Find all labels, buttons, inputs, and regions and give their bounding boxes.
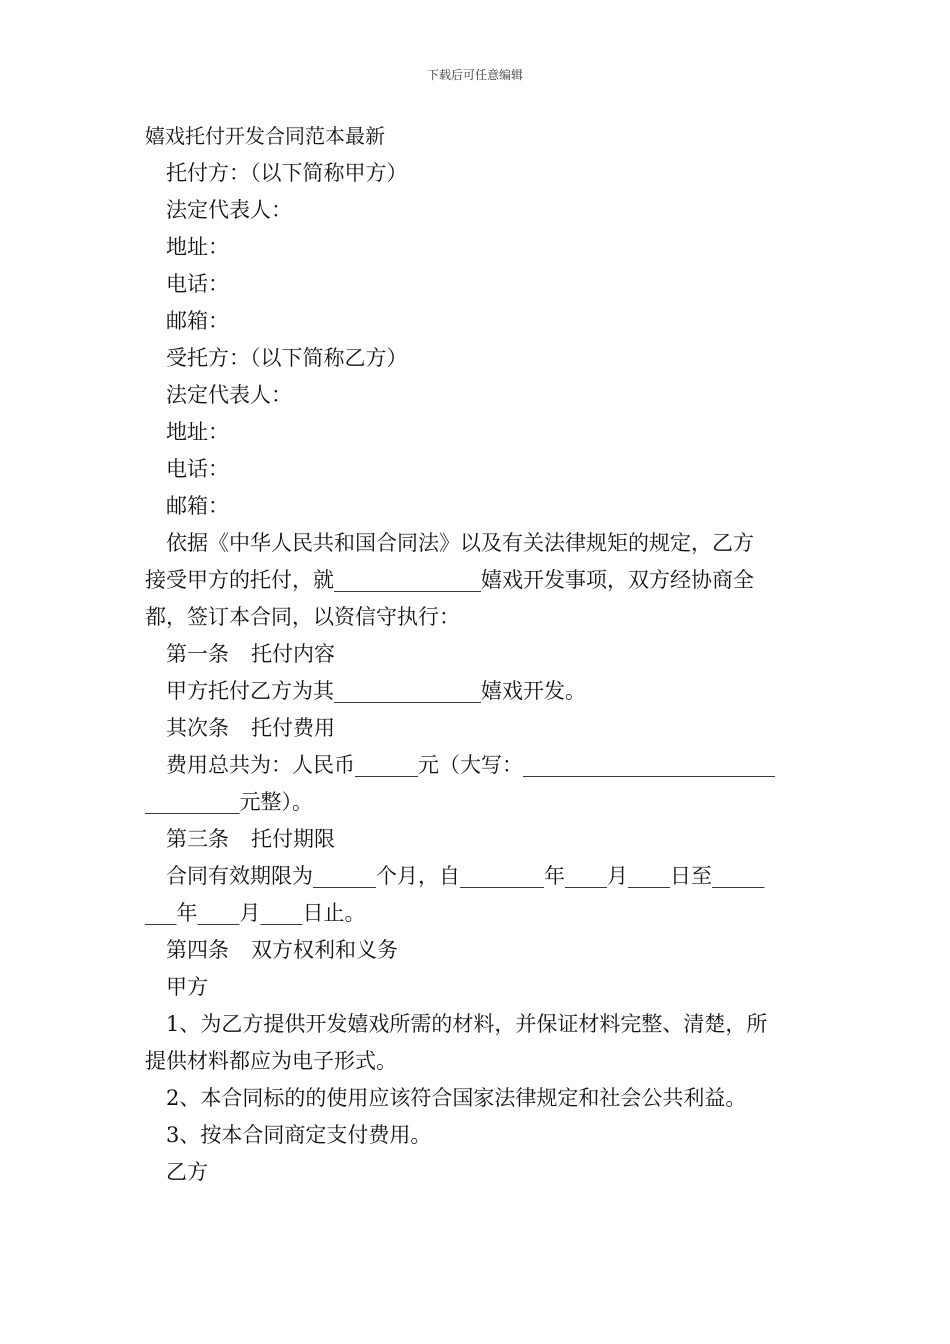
article-2-title: 托付费用: [251, 716, 335, 740]
party-b-label: 受托方：（以下简称乙方）: [166, 346, 408, 370]
article-4-item-1-line-1: 1、为乙方提供开发嬉戏所需的材料，并保证材料完整、清楚，所: [166, 1012, 768, 1036]
party-a-label: 托付方：（以下简称甲方）: [166, 161, 408, 185]
article-2-number: 其次条: [166, 716, 229, 740]
article-1-heading: [145, 636, 807, 673]
party-b-rep: 法定代表人：: [166, 383, 292, 407]
article-3-title: 托付期限: [251, 827, 335, 851]
article-1-title: 托付内容: [251, 642, 335, 666]
party-b-email: 邮箱：: [166, 494, 229, 518]
article-4-title: 双方权利和义务: [251, 938, 398, 962]
article-3-body-1: 合同有效期限为______个月，自________年____月____日至_____: [166, 864, 765, 888]
article-3-number: 第三条: [166, 827, 229, 851]
article-4-item-2: 2、本合同标的的使用应该符合国家法律规定和社会公共利益。: [166, 1086, 747, 1110]
document-body: [145, 118, 807, 1191]
article-2-body-1: 费用总共为：人民币______元（大写：________________________: [166, 753, 775, 777]
article-4-item-1-line-2: 提供材料都应为电子形式。: [145, 1049, 397, 1073]
party-a-phone: 电话：: [166, 272, 229, 296]
article-3-body-2: ___年____月____日止。: [145, 901, 366, 925]
article-2-body-2: _________元整）。: [145, 790, 313, 814]
article-4-number: 第四条: [166, 938, 229, 962]
article-4-heading: [145, 932, 807, 969]
article-4-party-a-label: 甲方: [166, 975, 208, 999]
article-4-party-b-label: 乙方: [166, 1160, 208, 1184]
party-a-email: 邮箱：: [166, 309, 229, 333]
article-1-number: 第一条: [166, 642, 229, 666]
party-a-address: 地址：: [166, 235, 229, 259]
article-3-heading: [145, 821, 807, 858]
preamble-line-2: 接受甲方的托付，就______________嬉戏开发事项，双方经协商全: [145, 568, 754, 592]
document-title: 嬉戏托付开发合同范本最新: [145, 124, 385, 148]
party-a-rep: 法定代表人：: [166, 198, 292, 222]
party-b-address: 地址：: [166, 420, 229, 444]
article-4-item-3: 3、按本合同商定支付费用。: [166, 1123, 432, 1147]
party-b-phone: 电话：: [166, 457, 229, 481]
preamble-line-3: 都，签订本合同，以资信守执行：: [145, 605, 460, 629]
article-2-heading: [145, 710, 807, 747]
article-1-body: 甲方托付乙方为其______________嬉戏开发。: [166, 679, 586, 703]
preamble-line-1: 依据《中华人民共和国合同法》以及有关法律规矩的规定，乙方: [166, 531, 754, 555]
header-note: 下载后可任意编辑: [426, 68, 523, 82]
